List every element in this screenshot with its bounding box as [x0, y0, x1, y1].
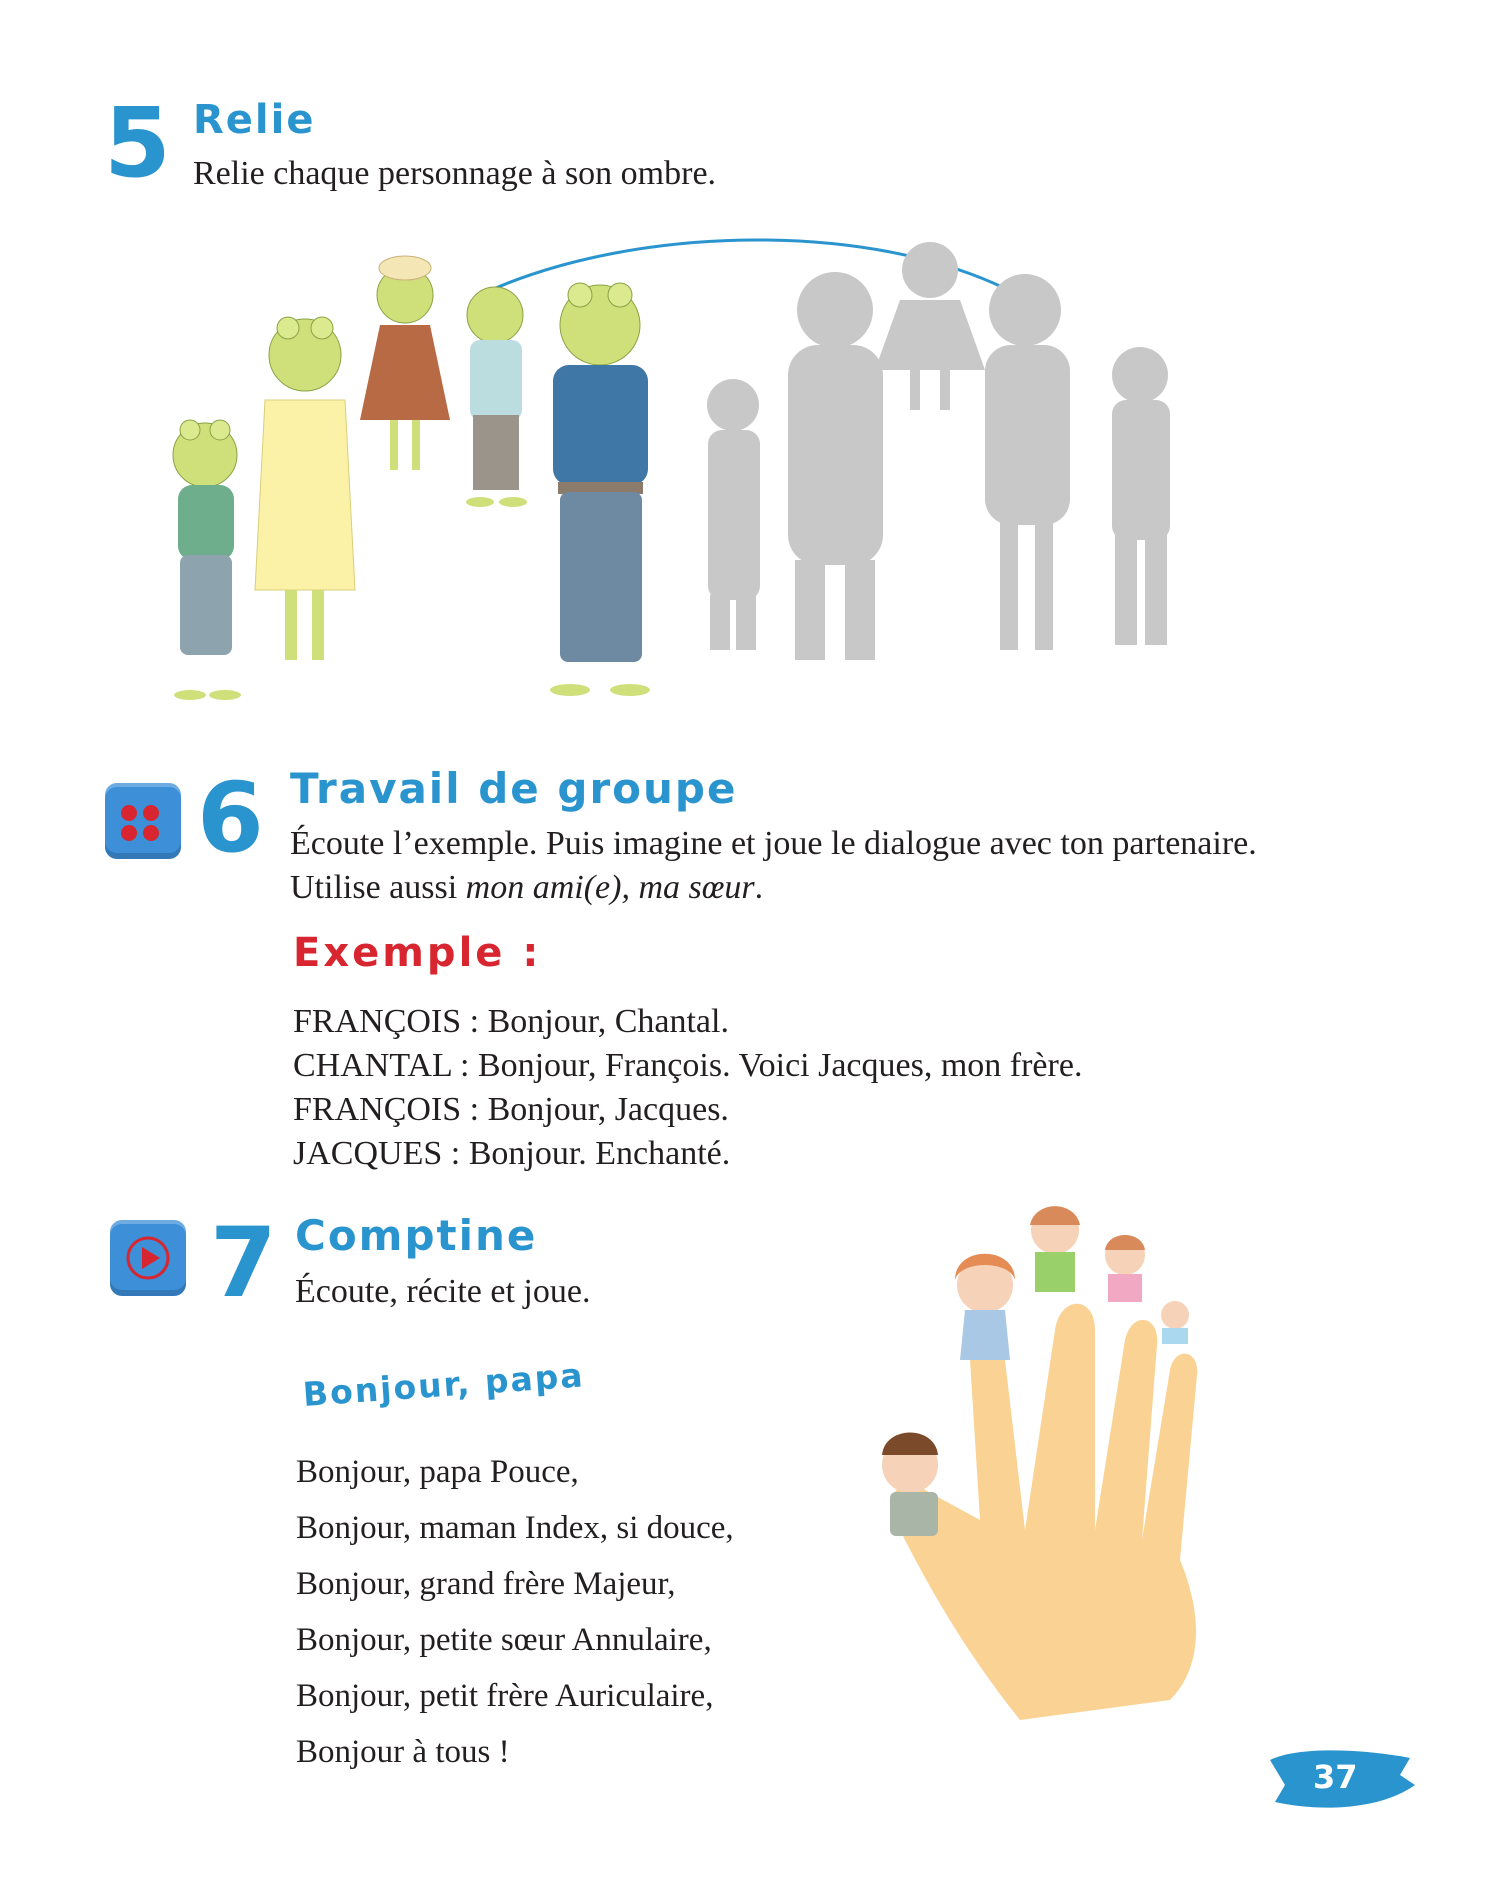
- frog-character-5: [550, 283, 650, 696]
- shadow-2: [788, 272, 883, 660]
- frog-character-4: [466, 287, 527, 507]
- example-label: Exemple :: [293, 930, 542, 976]
- poem-line: Bonjour, petite sœur Annulaire,: [296, 1622, 712, 1658]
- exercise-5-number: 5: [104, 87, 171, 199]
- exercise-6-number: 6: [197, 762, 264, 874]
- group-work-icon[interactable]: [105, 783, 181, 859]
- exercise-7-title: Comptine: [295, 1211, 538, 1260]
- page-number: 37: [1313, 1758, 1358, 1796]
- exercise-5-title: Relie: [193, 97, 316, 143]
- poem-line: Bonjour à tous !: [296, 1734, 510, 1770]
- exercise-6-instruction: [290, 822, 1440, 910]
- shadow-silhouettes: [707, 242, 1170, 660]
- instruction-line-1: Écoute l’exemple. Puis imagine et joue le dialogue avec ton partenaire.: [290, 825, 1257, 862]
- poem-line: Bonjour, petit frère Auriculaire,: [296, 1678, 714, 1714]
- puppet-baby: [1161, 1301, 1189, 1344]
- puppet-brother: [1030, 1206, 1080, 1292]
- shadow-5: [1112, 347, 1170, 645]
- exercise-5-instruction: Relie chaque personnage à son ombre.: [193, 155, 717, 192]
- frog-character-3: [360, 256, 450, 470]
- shadow-4: [985, 274, 1070, 650]
- frog-character-2: [255, 317, 355, 660]
- poem-line: Bonjour, grand frère Majeur,: [296, 1566, 676, 1602]
- example-dialogue: [293, 1000, 1082, 1176]
- dialogue-line: FRANÇOIS : Bonjour, Chantal.: [293, 1003, 729, 1040]
- puppet-sister: [1105, 1235, 1145, 1302]
- poem-line: Bonjour, maman Index, si douce,: [296, 1510, 734, 1546]
- dialogue-line: CHANTAL : Bonjour, François. Voici Jacques, mon frère.: [293, 1047, 1083, 1084]
- shadow-1: [707, 379, 760, 650]
- frog-family-illustration: [140, 220, 1440, 720]
- poem-line: Bonjour, papa Pouce,: [296, 1454, 579, 1490]
- exercise-7-instruction: Écoute, récite et joue.: [295, 1273, 591, 1310]
- shadow-3: [875, 242, 985, 410]
- dialogue-line: FRANÇOIS : Bonjour, Jacques.: [293, 1091, 729, 1128]
- dialogue-line: JACQUES : Bonjour. Enchanté.: [293, 1135, 731, 1172]
- exercise-6-title: Travail de groupe: [290, 764, 738, 813]
- frog-character-1: [173, 420, 241, 700]
- instruction-line-2: Utilise aussi mon ami(e), ma sœur.: [290, 869, 764, 906]
- play-icon[interactable]: [110, 1220, 186, 1296]
- puppet-father: [882, 1433, 938, 1537]
- puppet-mother: [955, 1254, 1015, 1360]
- hand-finger-puppets-illustration: [870, 1200, 1260, 1730]
- poem: [296, 1444, 734, 1780]
- exercise-7-number: 7: [210, 1207, 277, 1319]
- poem-title: Bonjour, papa: [301, 1355, 586, 1414]
